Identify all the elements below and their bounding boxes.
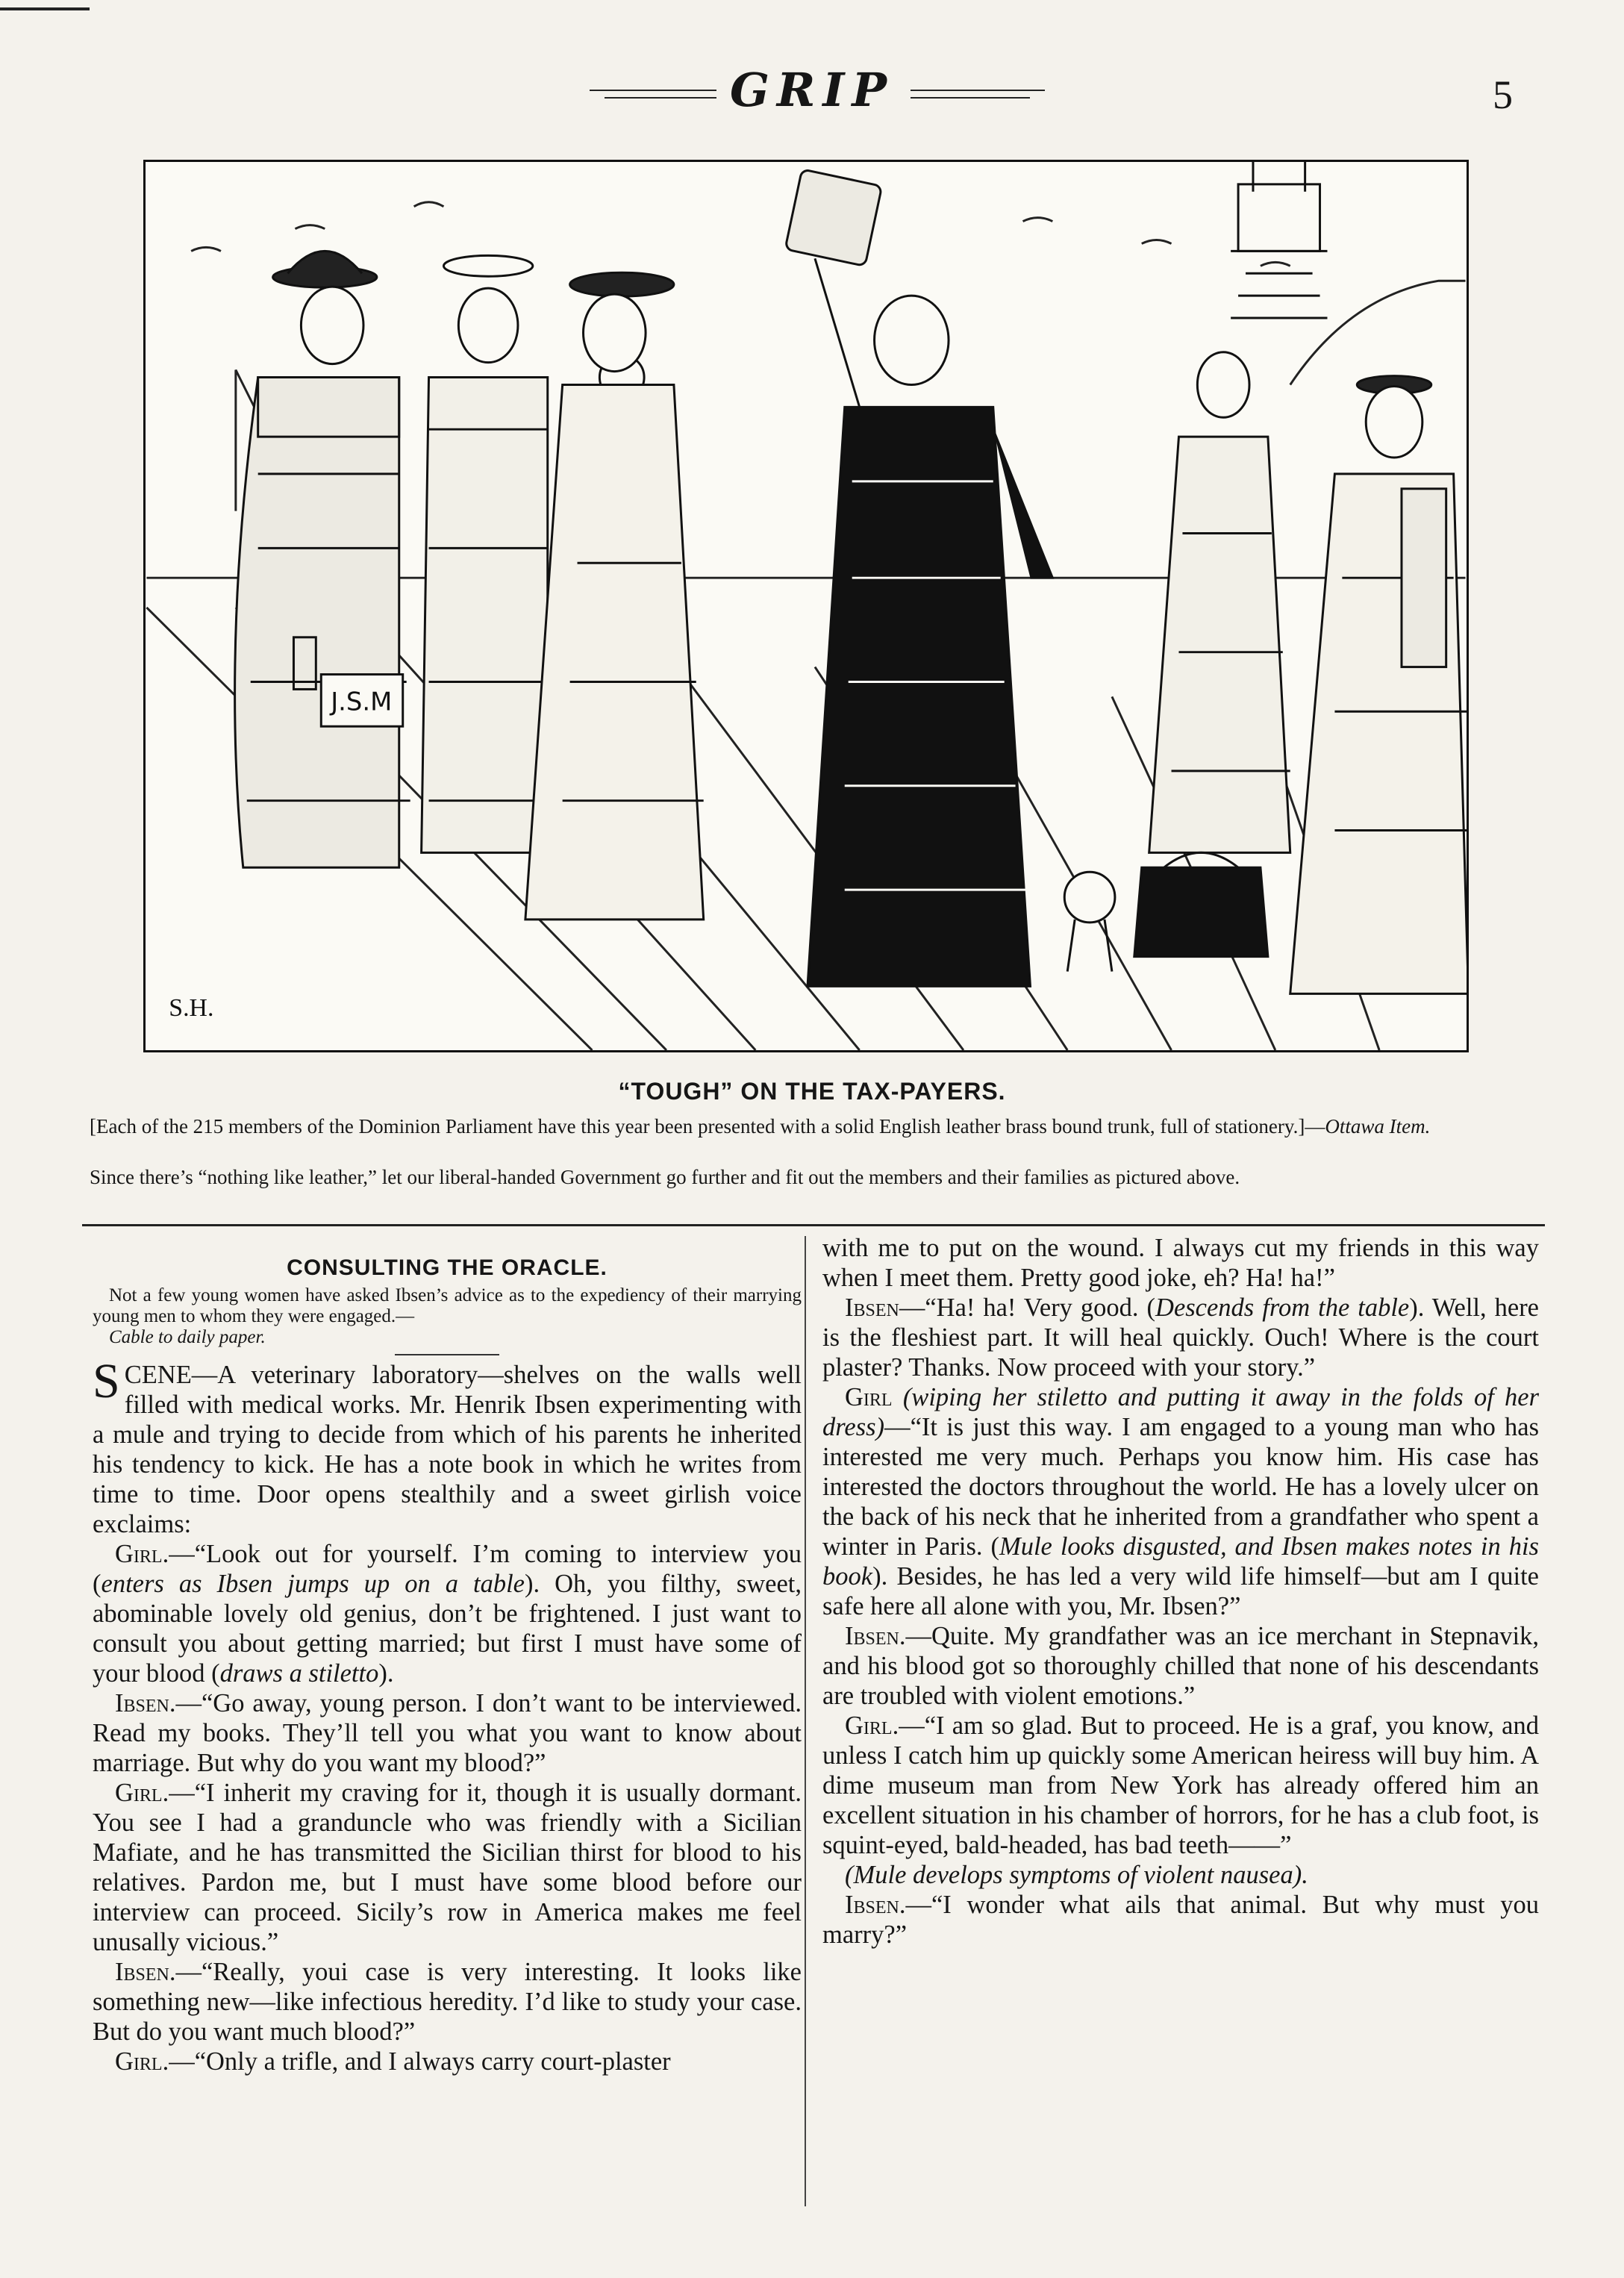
paragraph xyxy=(822,1382,1539,1621)
artist-signature: S.H. xyxy=(169,994,214,1023)
masthead xyxy=(0,63,1624,130)
stage-direction: Mule looks disgusted, and Ibsen makes notes in his book xyxy=(822,1532,1539,1591)
paragraph-text: —“I inherit my craving for it, though it is usually dormant. You see I had a granduncle who was friendly with a Sicilian Mafiate, and he has transmitted the Sicilian thirst for blood to his relatives. Pardon me, but I must have some blood before our interview can proceed. Sicily’s row in America makes me feel unusally vicious.” xyxy=(93,1779,802,1956)
speaker: Girl. xyxy=(845,1711,899,1740)
cartoon-illustration xyxy=(143,160,1469,1052)
speaker: Ibsen xyxy=(845,1294,899,1322)
paragraph xyxy=(93,1778,802,1957)
speaker: Ibsen. xyxy=(845,1891,906,1919)
paragraph-text: —“I wonder what ails that animal. But why must you marry?” xyxy=(822,1891,1539,1949)
masthead-title: GRIP xyxy=(729,63,895,117)
cartoon-drawing xyxy=(146,162,1467,1050)
caption-note-source: Ottawa Item. xyxy=(1325,1115,1431,1138)
paragraph-text: —Quite. My grandfather was an ice merchant in Stepnavik, and his blood got so thoroughly chilled that none of his descendants are troubled with violent emotions.” xyxy=(822,1622,1539,1710)
paragraph-text: —“I am so glad. But to proceed. He is a graf, you know, and unless I catch him up quickly some American heiress will buy him. A dime museum man from New York has already offered him an excellent situation in his chamber of horrors, for he has a club foot, is squint-eyed, bald-headed, has bad teeth——” xyxy=(822,1711,1539,1859)
trunk-label: J.S.M xyxy=(331,687,393,717)
epigraph-rule xyxy=(395,1354,499,1355)
paragraph xyxy=(93,2047,802,2076)
paragraph-text: ). Well, here is the fleshiest part. It will heal quickly. Ouch! Where is the court plaster? Thanks. Now proceed with your story.” xyxy=(822,1294,1539,1382)
paragraph xyxy=(822,1711,1539,1860)
paragraph-text: —“Ha! ha! Very good. ( xyxy=(899,1294,1156,1322)
paragraph-text: —“It is just this way. I am engaged to a young man who has interested me very much. Perhaps you know him. His case has interested the doctors throughout the world. He has a lovely ulcer on the back of his neck that he inherited from a grandfather who spent a winter in Paris. ( xyxy=(822,1413,1539,1561)
column-divider xyxy=(805,1236,806,2206)
paragraph xyxy=(93,1957,802,2047)
paragraph xyxy=(822,1860,1539,1890)
paragraph-text: ). xyxy=(378,1659,394,1688)
stage-direction: (wiping her stiletto and putting it away in the folds of her dress) xyxy=(822,1383,1540,1441)
caption-note-second: Since there’s “nothing like leather,” let our liberal-handed Government go further and fit out the members and their families as pictured above. xyxy=(90,1166,1240,1188)
caption-note-text: [Each of the 215 members of the Dominion Parliament have this year been presented with a solid English leather brass bound trunk, full of stationery.]— xyxy=(90,1115,1325,1138)
paragraph-text: ). Besides, he has led a very wild life himself—but am I quite safe here all alone with you, Mr. Ibsen?” xyxy=(822,1562,1539,1620)
paragraph xyxy=(93,1688,802,1778)
epigraph-text: Not a few young women have asked Ibsen’s advice as to the expediency of their marrying young men to whom they were engaged.— xyxy=(93,1285,802,1326)
speaker: Ibsen. xyxy=(845,1622,906,1650)
masthead-ornament-right xyxy=(911,90,1045,91)
speaker: Ibsen. xyxy=(115,1958,176,1986)
stage-direction: enters as Ibsen jumps up on a table xyxy=(101,1570,525,1598)
caption-note xyxy=(90,1115,1537,1138)
paragraph xyxy=(93,1354,802,1539)
paragraph xyxy=(822,1233,1539,1293)
paragraph-text: —“Really, youi case is very interesting. It looks like something new—like infectious heredity. I’d like to study your case. But do you want much blood?” xyxy=(93,1958,802,2046)
column-right xyxy=(822,1233,1539,1950)
paragraph-text: —“Go away, young person. I don’t want to be interviewed. Read my books. They’ll tell you what you want to know about marriage. But why do you want my blood?” xyxy=(93,1689,802,1777)
speaker: Girl. xyxy=(115,1779,169,1807)
drop-cap: S xyxy=(93,1354,120,1408)
column-left xyxy=(93,1233,802,2076)
paragraph-text: ). Oh, you filthy, sweet, abominable lovely old genius, don’t be frightened. I just want to consult you about getting married; but first I must have some of your blood ( xyxy=(93,1570,802,1688)
paragraph xyxy=(822,1621,1539,1711)
top-corner-rule xyxy=(0,7,90,10)
paragraph xyxy=(822,1890,1539,1950)
page-number: 5 xyxy=(1493,72,1513,117)
paragraph xyxy=(93,1539,802,1688)
paragraph xyxy=(822,1293,1539,1382)
speaker: Ibsen. xyxy=(115,1689,176,1717)
stage-direction: (Mule develops symptoms of violent nausea). xyxy=(845,1861,1308,1889)
article-epigraph xyxy=(93,1285,802,1348)
section-divider xyxy=(82,1224,1545,1226)
caption-title: “TOUGH” ON THE TAX-PAYERS. xyxy=(618,1078,1006,1105)
speaker: Girl. xyxy=(115,2047,169,2076)
masthead-ornament-right xyxy=(911,97,1030,99)
paragraph-text: —“Look out for yourself. I’m coming to interview you ( xyxy=(93,1540,802,1598)
speaker: Girl. xyxy=(115,1540,169,1568)
paragraph-text: —“Only a trifle, and I always carry court-plaster xyxy=(169,2047,671,2076)
article-title: CONSULTING THE ORACLE. xyxy=(287,1255,608,1280)
paragraph-text: CENE—A veterinary laboratory—shelves on the walls well filled with medical works. Mr. Henrik Ibsen experimenting with a mule and trying to decide from which of his parents he inherited his tendency to kick. He has a note book in which he writes from time to time. Door opens stealthily and a sweet girlish voice exclaims: xyxy=(93,1361,802,1538)
epigraph-source: Cable to daily paper. xyxy=(109,1327,266,1347)
stage-direction: draws a stiletto xyxy=(219,1659,379,1688)
speaker: Girl xyxy=(845,1383,893,1411)
stage-direction: Descends from the table xyxy=(1155,1294,1410,1322)
paragraph-text: with me to put on the wound. I always cut my friends in this way when I meet them. Pretty good joke, eh? Ha! ha!” xyxy=(822,1234,1539,1292)
